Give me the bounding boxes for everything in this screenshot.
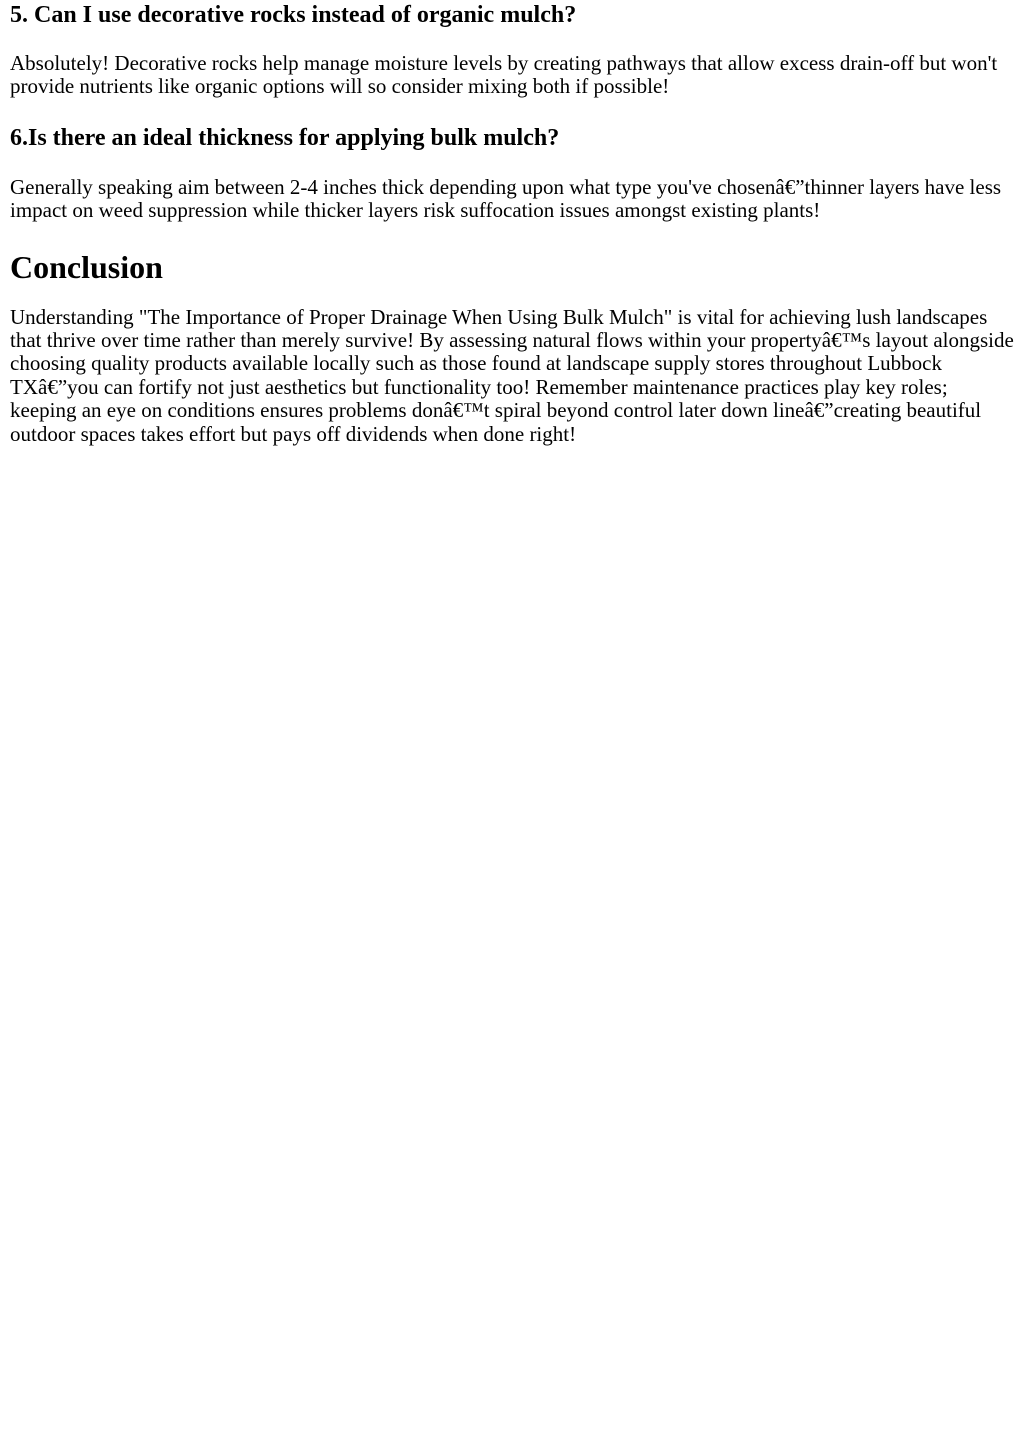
faq-answer-5: Absolutely! Decorative rocks help manage moisture levels by creating pathways that allow excess drain-off but won't provide nutrients like organic options will so consider mixing both if possible! [10, 51, 998, 99]
faq-question-6: 6.Is there an ideal thickness for applying bulk mulch? [10, 124, 560, 151]
faq-item-5 [10, 1, 1014, 99]
faq-question-5: 5. Can I use decorative rocks instead of organic mulch? [10, 2, 577, 28]
faq-item-6 [10, 124, 1014, 223]
conclusion-heading: Conclusion [10, 248, 163, 285]
faq-answer-6: Generally speaking aim between 2-4 inches thick depending upon what type you've chosenâ€”thinner layers have less impact on weed suppression while thicker layers risk suffocation issues amongst existing plants! [10, 174, 1002, 223]
conclusion-section [10, 249, 1014, 446]
conclusion-paragraph: Understanding "The Importance of Proper Drainage When Using Bulk Mulch" is vital for achieving lush landscapes that thrive over time rather than merely survive! By assessing natural flows within your propertyâ€™s layout alongside choosing quality products available locally such as those found at landscape supply stores throughout Lubbock TXâ€”you can fortify not just aesthetics but functionality too! Remember maintenance practices play key roles; keeping an eye on conditions ensures problems donâ€™t spiral beyond control later down lineâ€”creating beautiful outdoor spaces takes effort but pays off dividends when done right! [10, 304, 1014, 446]
article-body [0, 1, 1024, 446]
